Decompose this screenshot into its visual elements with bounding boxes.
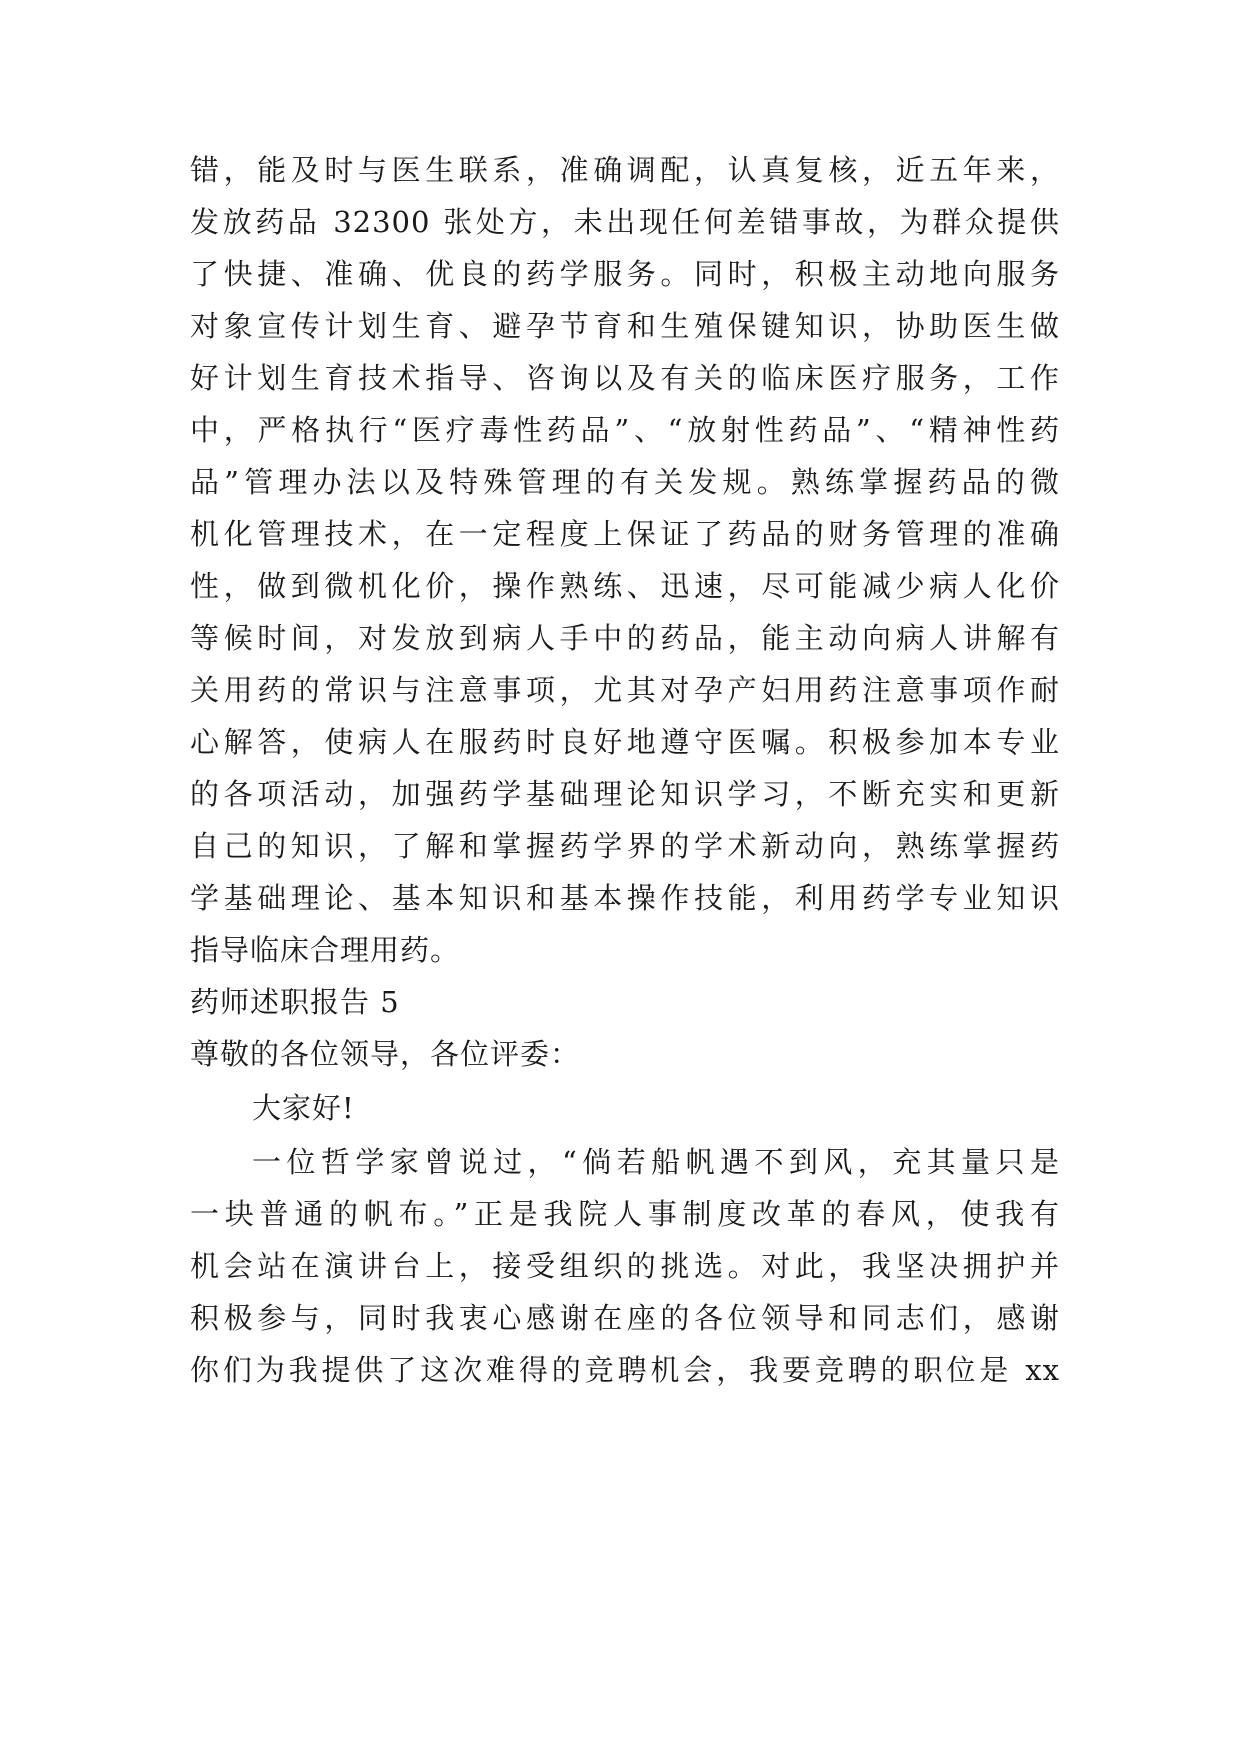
body-line: 等候时间，对发放到病人手中的药品，能主动向病人讲解有 — [190, 621, 1060, 655]
body-line: 关用药的常识与注意事项，尤其对孕产妇用药注意事项作耐 — [190, 673, 1060, 707]
section-title: 药师述职报告 5 — [190, 985, 400, 1019]
speech-line: 一块普通的帆布。”正是我院人事制度改革的春风，使我有 — [190, 1197, 1060, 1231]
speech-line: 积极参与，同时我衷心感谢在座的各位领导和同志们，感谢 — [190, 1301, 1060, 1335]
body-line: 对象宣传计划生育、避孕节育和生殖保键知识，协助医生做 — [190, 309, 1060, 343]
body-line: 学基础理论、基本知识和基本操作技能，利用药学专业知识 — [190, 881, 1060, 915]
speech-line: 一位哲学家曾说过，“倘若船帆遇不到风，充其量只是 — [252, 1145, 1060, 1179]
body-line: 好计划生育技术指导、咨询以及有关的临床医疗服务，工作 — [190, 361, 1060, 395]
body-line: 指导临床合理用药。 — [190, 933, 461, 967]
body-line: 自己的知识，了解和掌握药学界的学术新动向，熟练掌握药 — [190, 829, 1060, 863]
body-line: 的各项活动，加强药学基础理论知识学习，不断充实和更新 — [190, 777, 1060, 811]
body-line: 机化管理技术，在一定程度上保证了药品的财务管理的准确 — [190, 517, 1060, 551]
body-line: 中，严格执行“医疗毒性药品”、“放射性药品”、“精神性药 — [190, 413, 1060, 447]
salutation: 尊敬的各位领导，各位评委： — [190, 1037, 581, 1071]
body-line: 发放药品 32300 张处方，未出现任何差错事故，为群众提供 — [190, 205, 1060, 239]
speech-line: 你们为我提供了这次难得的竞聘机会，我要竞聘的职位是 xx — [190, 1353, 1060, 1387]
body-line: 性，做到微机化价，操作熟练、迅速，尽可能减少病人化价 — [190, 569, 1060, 603]
speech-line: 机会站在演讲台上，接受组织的挑选。对此，我坚决拥护并 — [190, 1249, 1060, 1283]
body-line: 错，能及时与医生联系，准确调配，认真复核，近五年来， — [190, 153, 1060, 187]
body-line: 了快捷、准确、优良的药学服务。同时，积极主动地向服务 — [190, 257, 1060, 291]
body-line: 心解答，使病人在服药时良好地遵守医嘱。积极参加本专业 — [190, 725, 1060, 759]
body-line: 品”管理办法以及特殊管理的有关发规。熟练掌握药品的微 — [190, 465, 1060, 499]
greeting: 大家好! — [252, 1091, 355, 1125]
